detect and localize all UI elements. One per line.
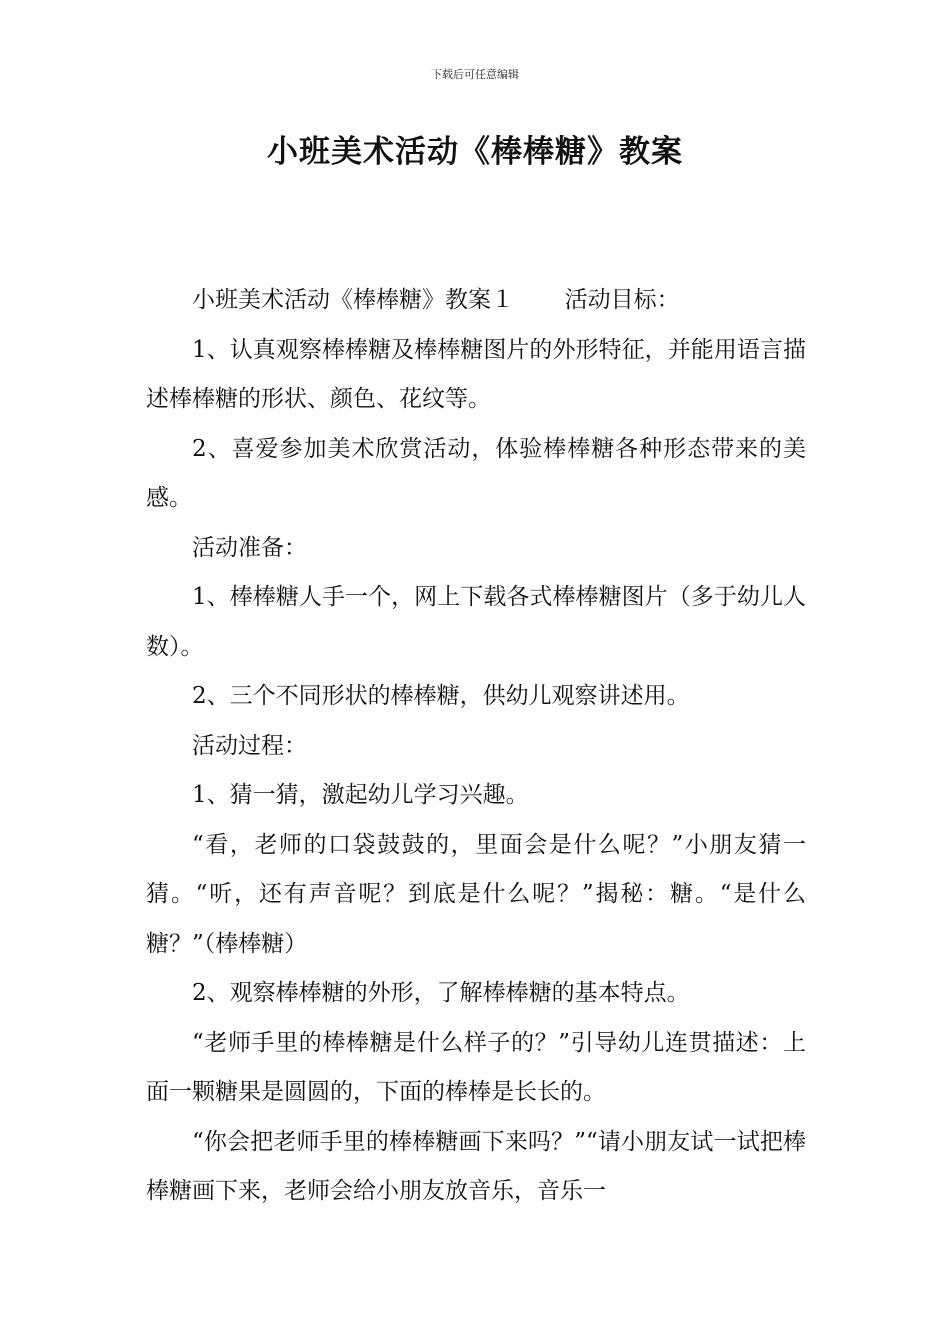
paragraph: 2、观察棒棒糖的外形，了解棒棒糖的基本特点。 [192,980,690,1006]
paragraph: 1、猜一猜，激起幼儿学习兴趣。 [192,782,529,808]
paragraph: 1、认真观察棒棒糖及棒棒糖图片的外形特征，并能用语言描述棒棒糖的形状、颜色、花纹等。 [146,336,806,412]
section-heading: 活动过程： [192,732,307,759]
paragraph: “你会把老师手里的棒棒糖画下来吗？”“请小朋友试一试把棒棒糖画下来，老师会给小朋友放音乐，音乐一 [146,1128,806,1204]
document-title: 小班美术活动《棒棒糖》教案 [267,134,683,170]
header-note: 下载后可任意编辑 [431,68,519,81]
document-body [146,276,806,1217]
paragraph: 1、棒棒糖人手一个，网上下载各式棒棒糖图片（多于幼儿人数）。 [146,584,806,660]
intro-heading: 活动目标： [564,287,680,313]
paragraph: 2、喜爱参加美术欣赏活动，体验棒棒糖各种形态带来的美感。 [146,435,806,511]
paragraph: “看，老师的口袋鼓鼓的，里面会是什么呢？”小朋友猜一猜。“听，还有声音呢？到底是什么呢？”揭秘：糖。“是什么糖？”（棒棒糖） [146,831,806,957]
paragraph: “老师手里的棒棒糖是什么样子的？”引导幼儿连贯描述：上面一颗糖果是圆圆的，下面的棒棒是长长的。 [146,1029,806,1105]
paragraph-intro [146,276,806,326]
section-heading: 活动准备： [192,534,307,561]
intro-lead: 小班美术活动《棒棒糖》教案１ [192,287,514,313]
paragraph: 2、三个不同形状的棒棒糖，供幼儿观察讲述用。 [192,683,690,709]
